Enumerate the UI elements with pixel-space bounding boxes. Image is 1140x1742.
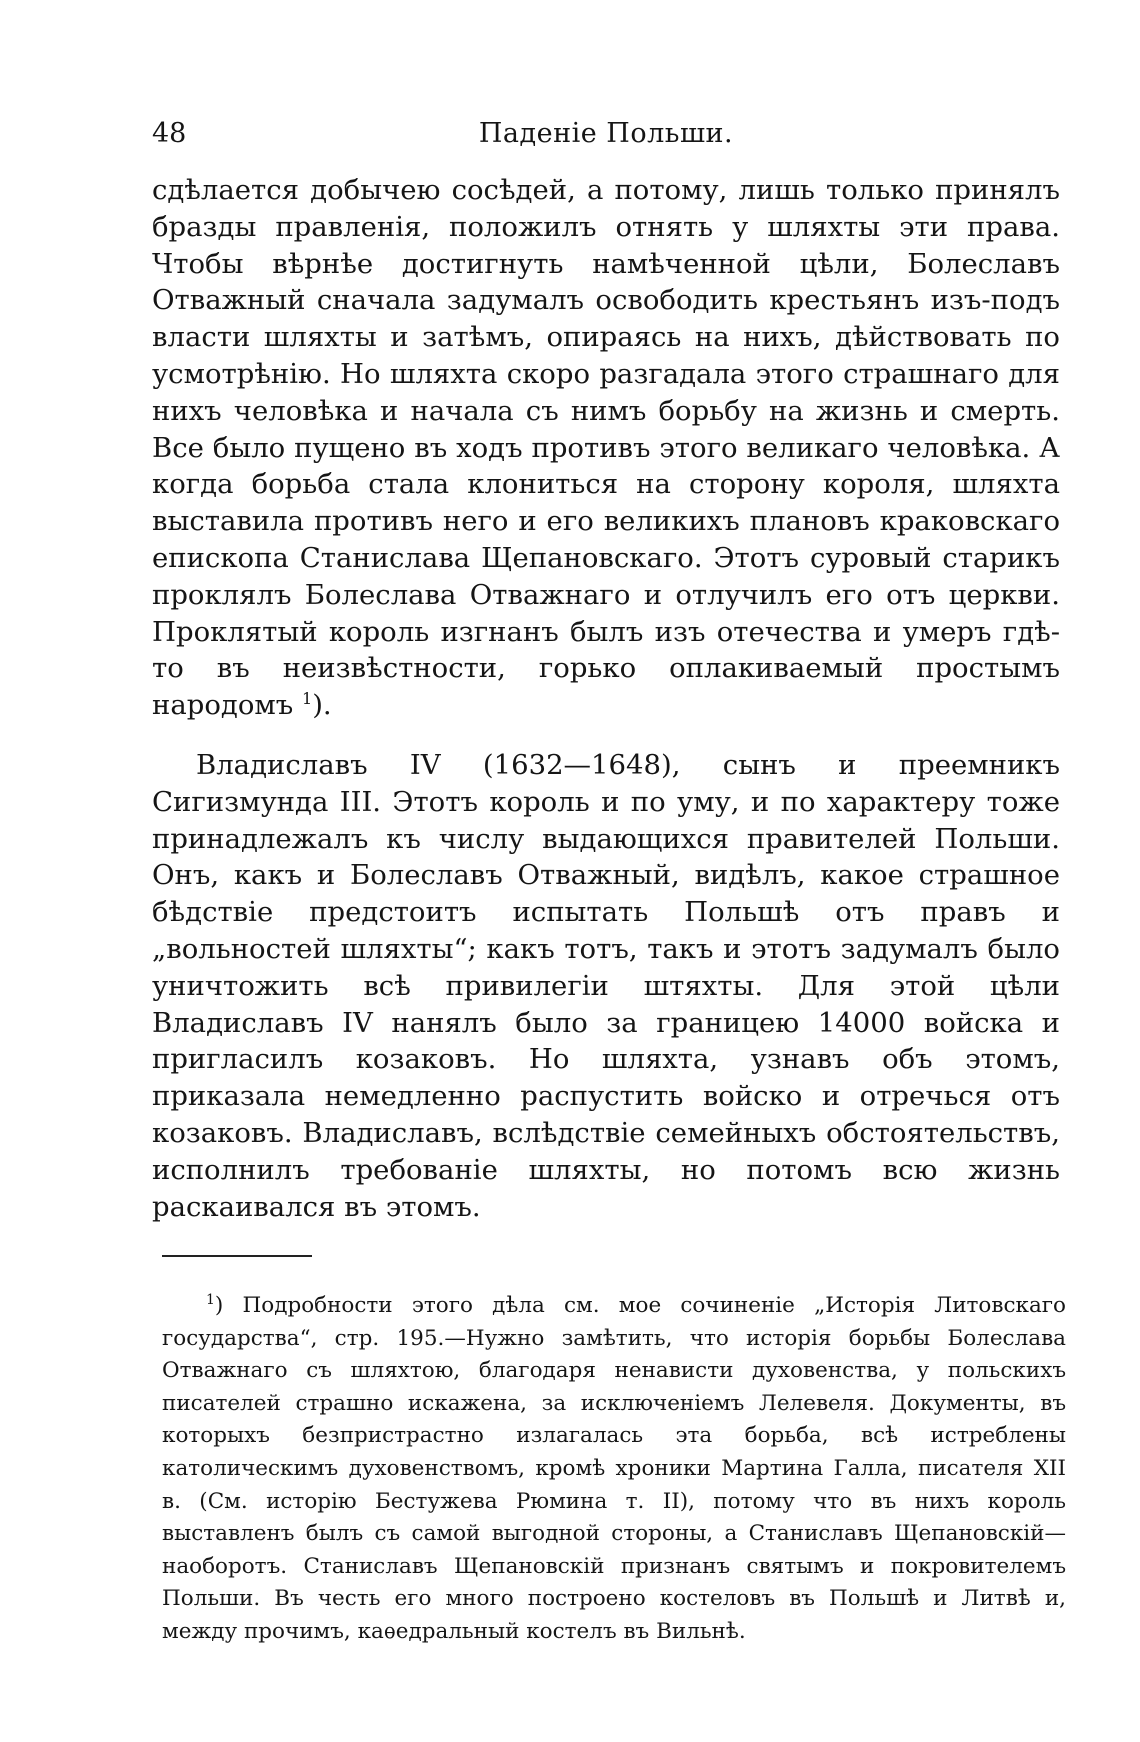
paragraph-boleslaw-tail: ). [312, 689, 332, 722]
footnote-divider [162, 1255, 312, 1257]
footnote-marker-tail: ) [214, 1293, 224, 1318]
body-text [152, 172, 1060, 1225]
footnote-text: Подробности этого дѣла см. мое сочиненіе „Исторія Литовскаго государства“, стр. 195.—Нужно замѣтить, что исторія борьбы Болеслава Отважнаго съ шляхтою, благодаря ненависти духовенства, у польскихъ писателей страшно искажена, за исключеніемъ Лелевеля. Документы, въ которыхъ безпристрастно излагалась эта борьба, всѣ истреблены католическимъ духовенствомъ, кромѣ хроники Мартина Галла, писателя XII в. (См. исторію Бестужева Рюмина т. II), потому что въ нихъ король выставленъ былъ съ самой выгодной стороны, а Станиславъ Щепановскій—наоборотъ. Станиславъ Щепановскій признанъ святымъ и покровителемъ Польши. Въ честь его много построено костеловъ въ Польшѣ и Литвѣ и, между прочимъ, каѳедральный костелъ въ Вильнѣ. [162, 1293, 1066, 1644]
paragraph-boleslaw-text: сдѣлается добычею сосѣдей, а потому, лишь только принялъ бразды правленія, положилъ отнять у шляхты эти права. Чтобы вѣрнѣе достигнуть намѣченной цѣли, Болеславъ Отважный сначала задумалъ освободить крестьянъ изъ-подъ власти шляхты и затѣмъ, опираясь на нихъ, дѣйствовать по усмотрѣнію. Но шляхта скоро разгадала этого страшнаго для нихъ человѣка и начала съ нимъ борьбу на жизнь и смерть. Все было пущено въ ходъ противъ этого великаго человѣка. А когда борьба стала клониться на сторону короля, шляхта выставила противъ него и его великихъ плановъ краковскаго епископа Станислава Щепановскаго. Этотъ суровый старикъ проклялъ Болеслава Отважнаго и отлучилъ его отъ церкви. Проклятый король изгнанъ былъ изъ отечества и умеръ гдѣ-то въ неизвѣстности, горько оплакиваемый простымъ народомъ [152, 174, 1060, 722]
page-header [152, 112, 1060, 156]
footnote-marker: 1 [206, 1291, 215, 1308]
footnote-reference: 1 [302, 689, 313, 708]
page-number: 48 [152, 118, 187, 149]
paragraph-boleslaw [152, 172, 1060, 724]
running-title: Паденіе Польши. [478, 118, 734, 149]
paragraph-wladyslaw: Владиславъ IV (1632—1648), сынъ и преемникъ Сигизмунда III. Этотъ король и по уму, и по характеру тоже принадлежалъ къ числу выдающихся правителей Польши. Онъ, какъ и Болеславъ Отважный, видѣлъ, какое страшное бѣдствіе предстоитъ испытать Польшѣ отъ правъ и „вольностей шляхты“; какъ тотъ, такъ и этотъ задумалъ было уничтожить всѣ привилегіи штяхты. Для этой цѣли Владиславъ IV нанялъ было за границею 14000 войска и пригласилъ козаковъ. Но шляхта, узнавъ объ этомъ, приказала немедленно распустить войско и отречься отъ козаковъ. Владиславъ, вслѣдствіе семейныхъ обстоятельствъ, исполнилъ требованіе шляхты, но потомъ всю жизнь раскаивался въ этомъ. [152, 748, 1060, 1223]
footnote [162, 1290, 1066, 1649]
